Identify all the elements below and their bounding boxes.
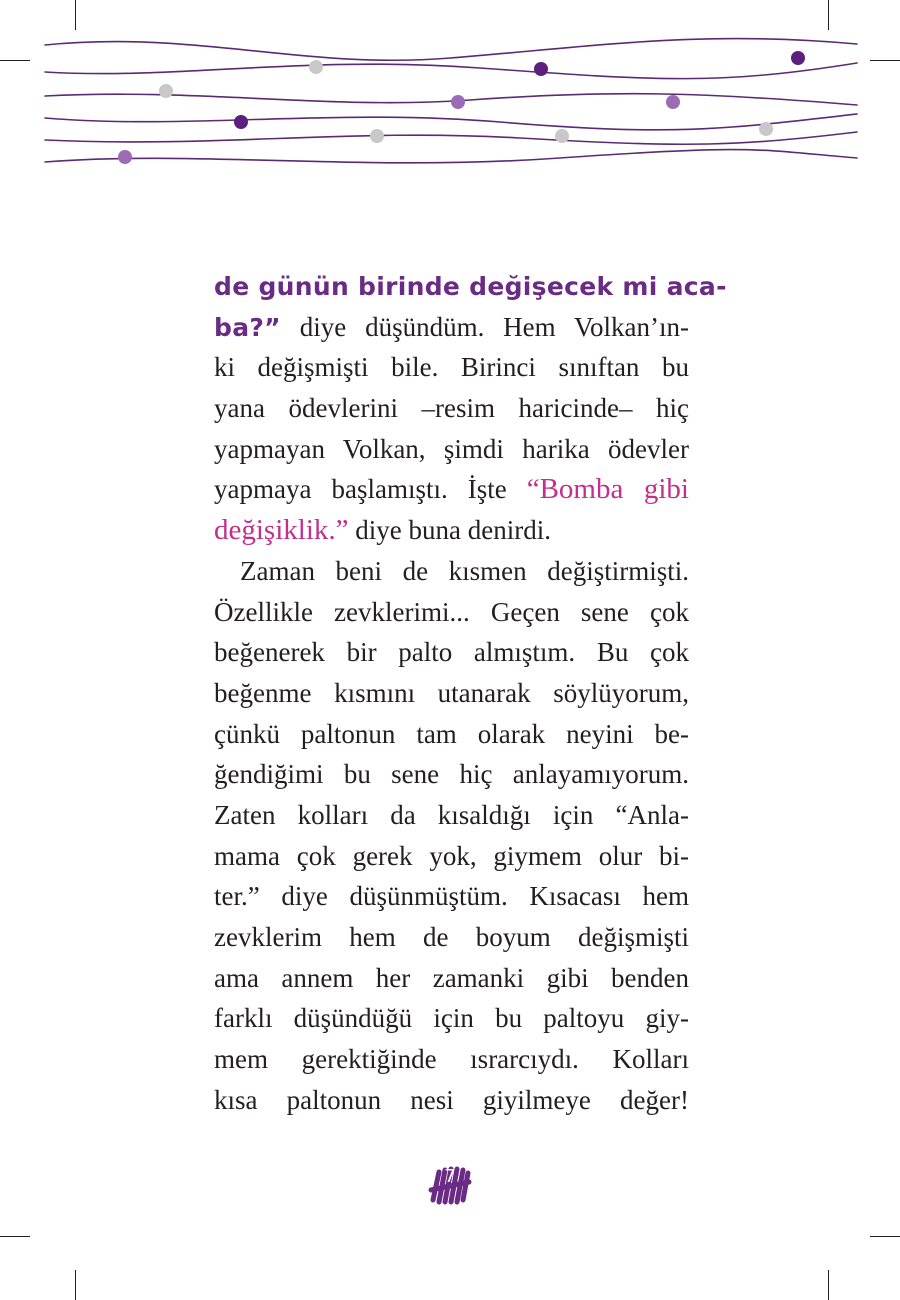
text-line — [214, 592, 689, 633]
text-line — [214, 429, 689, 470]
wave-line — [45, 132, 857, 144]
text-line — [214, 1039, 689, 1080]
highlighted-quote: değişiklik.” — [214, 514, 349, 547]
wavy-lines-decoration — [0, 0, 900, 200]
text-line — [214, 510, 689, 551]
highlighted-quote: “Bomba gibi — [526, 473, 689, 506]
text-run: Zaten kolları da kısaldığı için “Anla- — [214, 799, 689, 830]
text-line — [214, 998, 689, 1039]
dot-dark — [234, 115, 248, 129]
dot-grey — [555, 129, 569, 143]
handwritten-text: de günün birinde değişecek mi aca- — [214, 272, 727, 301]
crop-mark-bottom-right — [828, 1270, 829, 1300]
text-run: beğenme kısmını utanarak söylüyorum, — [214, 677, 689, 708]
text-line — [214, 632, 689, 673]
wave-line — [45, 114, 857, 130]
wave-line — [45, 150, 857, 163]
text-run: yana ödevlerini –resim haricinde– hiç — [214, 393, 689, 424]
text-run: mama çok gerek yok, giymem olur bi- — [214, 840, 689, 871]
handwritten-text: ba?” — [214, 312, 281, 342]
text-run: diye buna denirdi. — [348, 515, 551, 546]
text-line — [214, 266, 727, 307]
wave-line — [45, 63, 857, 79]
dot-grey — [370, 129, 384, 143]
wave-line — [45, 39, 857, 61]
text-run: çünkü paltonun tam olarak neyini be- — [214, 718, 689, 749]
text-run: ki değişmişti bile. Birinci sınıftan bu — [214, 352, 689, 383]
crop-mark-left-bottom — [0, 1236, 30, 1237]
text-line — [214, 1080, 689, 1121]
text-run: Özellikle zevklerimi... Geçen sene çok — [214, 596, 689, 627]
text-line — [214, 958, 689, 999]
text-run: farklı düşündüğü için bu paltoyu giy- — [214, 1003, 689, 1034]
dot-mid — [118, 150, 132, 164]
text-run: mem gerektiğinde ısrarcıydı. Kolları — [214, 1044, 689, 1075]
text-line — [214, 917, 689, 958]
dot-grey — [159, 84, 173, 98]
text-run: ama annem her zamanki gibi benden — [214, 962, 689, 993]
text-line — [214, 347, 689, 388]
text-line — [214, 795, 689, 836]
dot-dark — [534, 62, 548, 76]
text-run: beğenerek bir palto almıştım. Bu çok — [214, 637, 689, 668]
text-run: Zaman beni de kısmen değiştirmişti. — [240, 555, 689, 586]
text-run: diye düşündüm. Hem Volkan’ın- — [280, 311, 689, 342]
text-line — [214, 307, 689, 348]
dot-grey — [309, 60, 323, 74]
dot-mid — [451, 95, 465, 109]
text-run: ğendiğimi bu sene hiç anlayamıyorum. — [214, 759, 689, 790]
text-run: zevklerim hem de boyum değişmişti — [214, 922, 689, 952]
crop-mark-bottom-left — [75, 1270, 76, 1300]
text-line — [214, 714, 689, 755]
page-number-badge — [425, 1160, 475, 1210]
text-line — [214, 673, 689, 714]
text-line — [214, 836, 689, 877]
dot-mid — [666, 95, 680, 109]
text-run: ter.” diye düşünmüştüm. Kısacası hem — [214, 881, 689, 912]
crop-mark-right-bottom — [870, 1236, 900, 1237]
text-run: yapmayan Volkan, şimdi harika ödevler — [214, 433, 689, 464]
text-line — [214, 551, 689, 592]
text-run: kısa paltonun nesi giyilmeye değer! — [214, 1084, 689, 1115]
page-number: 7 — [444, 1166, 456, 1187]
text-line — [214, 388, 689, 429]
text-line — [214, 469, 689, 510]
body-text — [214, 266, 727, 1120]
dot-dark — [791, 51, 805, 65]
dot-grey — [759, 122, 773, 136]
text-line — [214, 754, 689, 795]
text-run: yapmaya başlamıştı. İşte — [214, 474, 527, 505]
text-line — [214, 876, 689, 917]
